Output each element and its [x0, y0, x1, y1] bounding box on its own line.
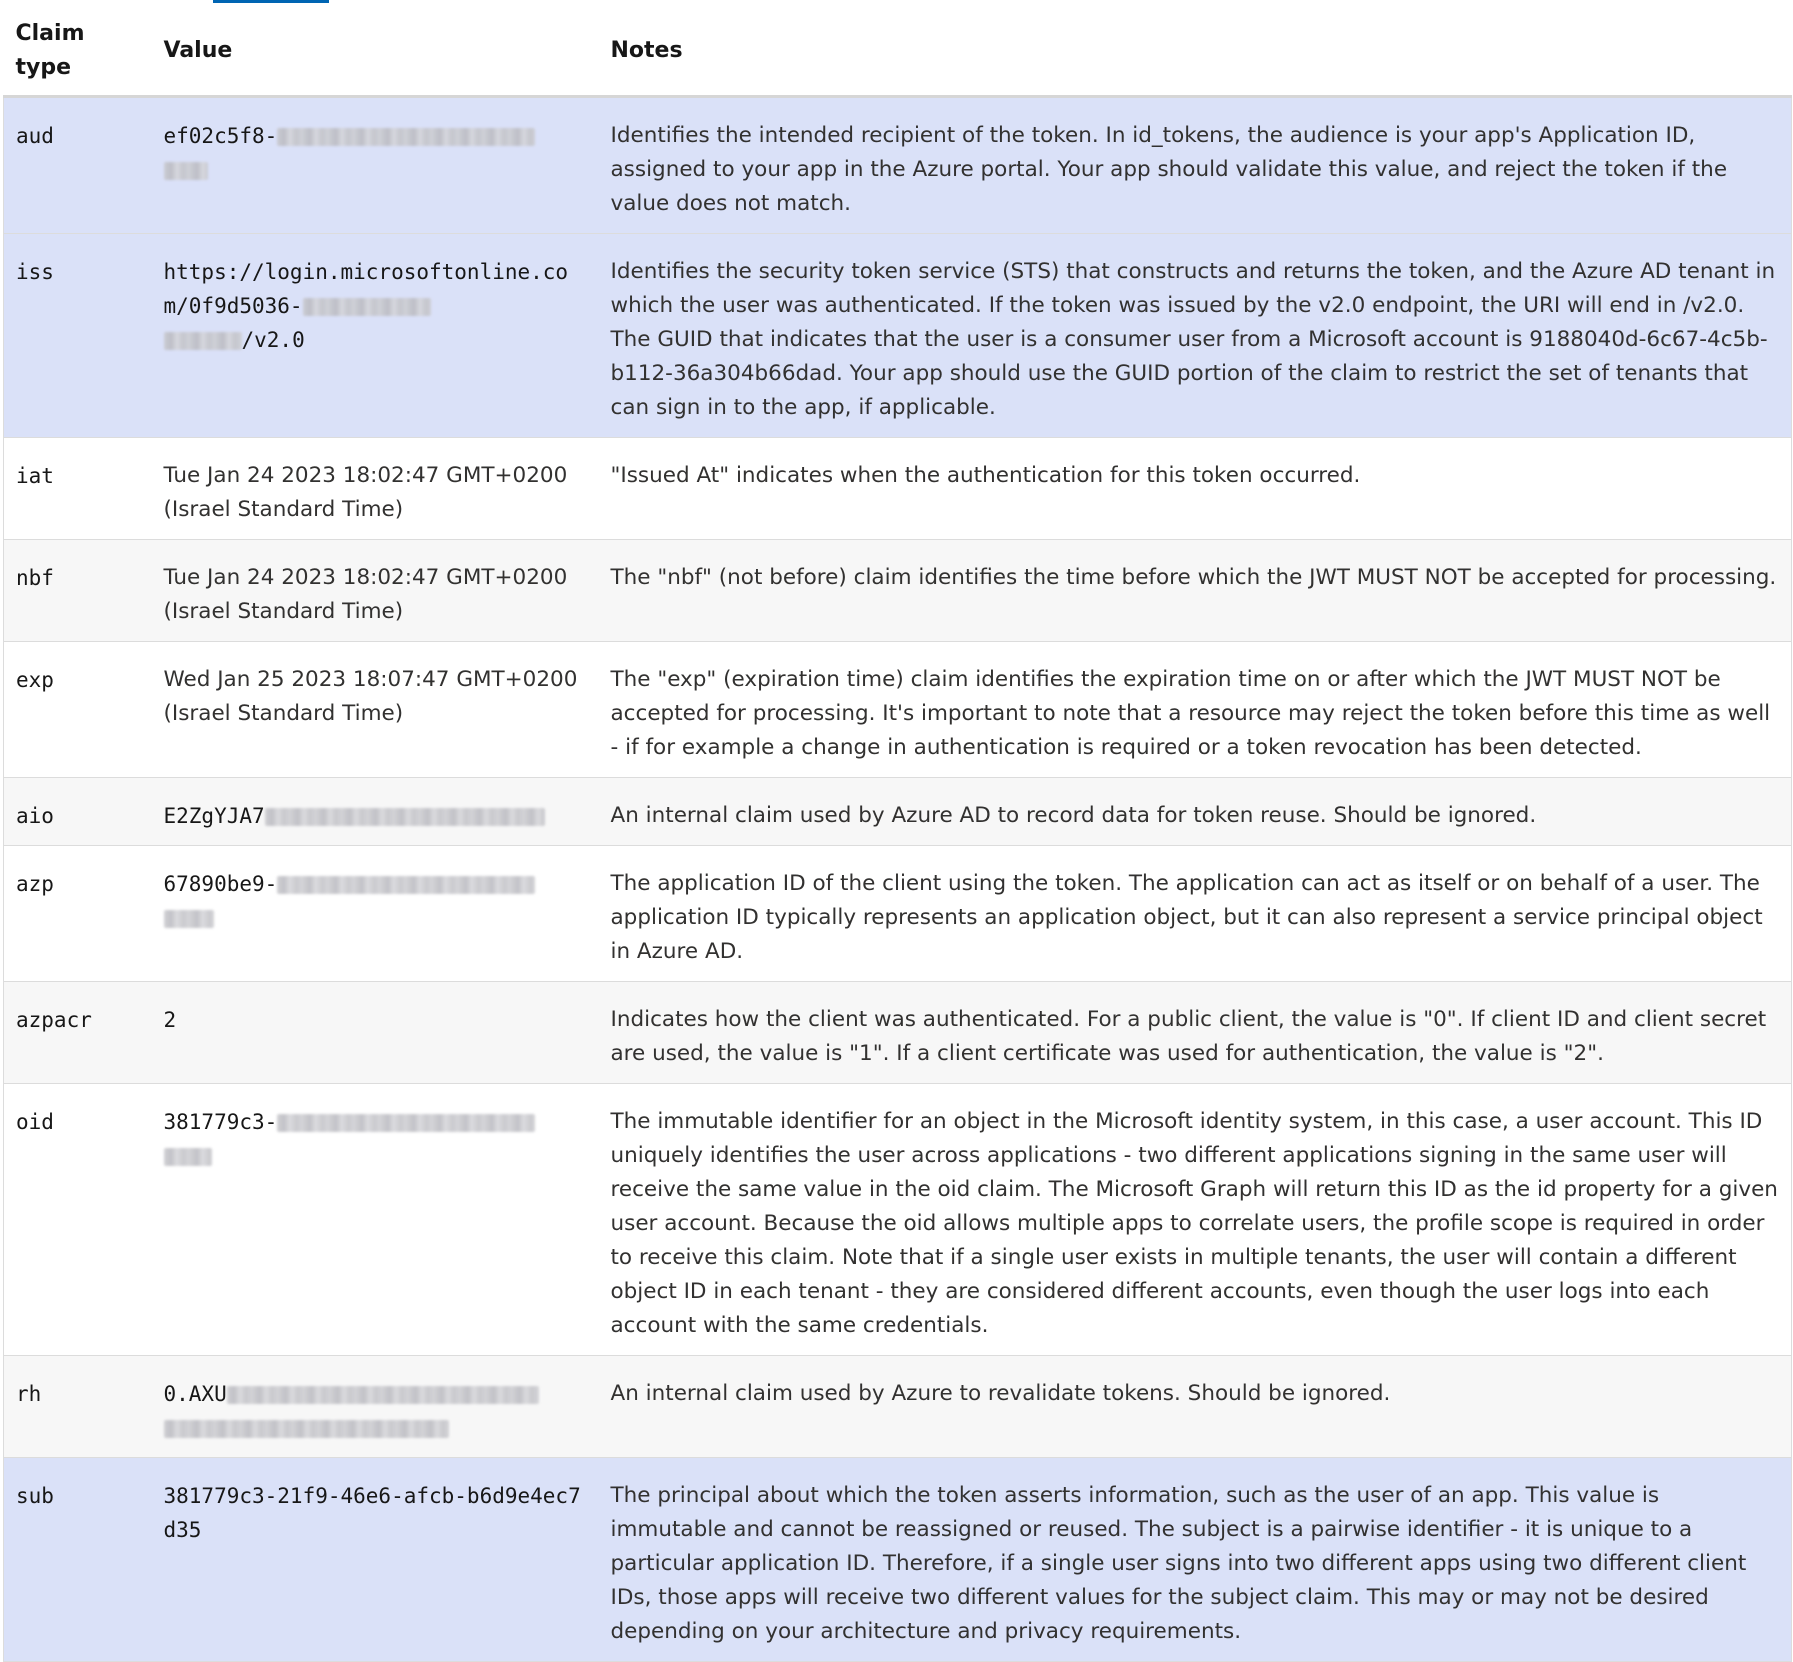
claim-type-cell: aud	[4, 97, 152, 234]
value-cell	[152, 234, 599, 438]
value-cell: Wed Jan 25 2023 18:07:47 GMT+0200 (Israel Standard Time)	[152, 642, 599, 778]
claims-table	[3, 3, 1792, 1662]
claim-type-cell: oid	[4, 1084, 152, 1356]
table-row-exp	[4, 642, 1792, 778]
notes-cell: The "nbf" (not before) claim identifies the time before which the JWT MUST NOT be accepted for processing.	[599, 540, 1792, 642]
table-row-aud	[4, 97, 1792, 234]
redacted-value	[227, 1386, 539, 1404]
value-text: ef02c5f8-	[163, 124, 278, 148]
redacted-value	[277, 876, 535, 894]
redacted-value	[303, 298, 431, 316]
redacted-value	[277, 128, 535, 146]
redacted-value	[265, 808, 545, 826]
redacted-value	[164, 910, 214, 928]
value-text: 67890be9-	[163, 872, 278, 896]
redacted-value	[277, 1114, 535, 1132]
table-row-iss	[4, 234, 1792, 438]
table-row-aio	[4, 778, 1792, 846]
header-notes: Notes	[599, 3, 1792, 97]
notes-cell: Identifies the intended recipient of the token. In id_tokens, the audience is your app's Application ID, assigned to your app in the Azure portal. Your app should validate this value, and reject the token if the value does not match.	[599, 97, 1792, 234]
notes-cell: The principal about which the token asserts information, such as the user of an app. This value is immutable and cannot be reassigned or reused. The subject is a pairwise identifier - it is unique to a particular application ID. Therefore, if a single user signs into two different apps using two different client IDs, those apps will receive two different values for the subject claim. This may or may not be desired depending on your architecture and privacy requirements.	[599, 1458, 1792, 1662]
redacted-value	[164, 1148, 212, 1166]
table-row-nbf	[4, 540, 1792, 642]
claim-type-cell: azpacr	[4, 982, 152, 1084]
value-cell: 2	[152, 982, 599, 1084]
redacted-value	[164, 162, 208, 180]
notes-cell: Identifies the security token service (STS) that constructs and returns the token, and the Azure AD tenant in which the user was authenticated. If the token was issued by the v2.0 endpoint, the URI will end in /v2.0. The GUID that indicates that the user is a consumer user from a Microsoft account is 9188040d-6c67-4c5b-b112-36a304b66dad. Your app should use the GUID portion of the claim to restrict the set of tenants that can sign in to the app, if applicable.	[599, 234, 1792, 438]
claim-type-cell: aio	[4, 778, 152, 846]
table-row-azpacr	[4, 982, 1792, 1084]
header-row	[4, 3, 1792, 97]
notes-cell: An internal claim used by Azure AD to record data for token reuse. Should be ignored.	[599, 778, 1792, 846]
value-text: 381779c3-	[163, 1110, 278, 1134]
claim-type-cell: exp	[4, 642, 152, 778]
value-cell	[152, 778, 599, 846]
redacted-value	[164, 332, 242, 350]
value-text: https://login.microsoftonline.com/0f9d5036-	[163, 260, 569, 318]
value-suffix: /v2.0	[241, 328, 305, 352]
notes-cell: An internal claim used by Azure to revalidate tokens. Should be ignored.	[599, 1356, 1792, 1458]
table-row-iat	[4, 438, 1792, 540]
claims-table-body	[4, 97, 1792, 1662]
claim-type-cell: iss	[4, 234, 152, 438]
table-row-sub	[4, 1458, 1792, 1662]
notes-cell: The "exp" (expiration time) claim identifies the expiration time on or after which the JWT MUST NOT be accepted for processing. It's important to note that a resource may reject the token before this time as well - if for example a change in authentication is required or a token revocation has been detected.	[599, 642, 1792, 778]
value-cell	[152, 1356, 599, 1458]
value-text: E2ZgYJA7	[163, 804, 265, 828]
notes-cell: Indicates how the client was authenticated. For a public client, the value is "0". If client ID and client secret are used, the value is "1". If a client certificate was used for authentication, the value is "2".	[599, 982, 1792, 1084]
notes-cell: The application ID of the client using the token. The application can act as itself or on behalf of a user. The application ID typically represents an application object, but it can also represent a service principal object in Azure AD.	[599, 846, 1792, 982]
notes-cell: "Issued At" indicates when the authentication for this token occurred.	[599, 438, 1792, 540]
header-claim-type: Claim type	[4, 3, 152, 97]
redacted-value	[164, 1420, 449, 1438]
table-row-azp	[4, 846, 1792, 982]
claims-table-container	[3, 3, 1791, 1662]
value-cell: Tue Jan 24 2023 18:02:47 GMT+0200 (Israel Standard Time)	[152, 438, 599, 540]
table-row-rh	[4, 1356, 1792, 1458]
claim-type-cell: rh	[4, 1356, 152, 1458]
table-row-oid	[4, 1084, 1792, 1356]
claim-type-cell: iat	[4, 438, 152, 540]
claims-table-header	[4, 3, 1792, 97]
notes-cell: The immutable identifier for an object in the Microsoft identity system, in this case, a user account. This ID uniquely identifies the user across applications - two different applications signing in the same user will receive the same value in the oid claim. The Microsoft Graph will return this ID as the id property for a given user account. Because the oid allows multiple apps to correlate users, the profile scope is required in order to receive this claim. Note that if a single user exists in multiple tenants, the user will contain a different object ID in each tenant - they are considered different accounts, even though the user logs into each account with the same credentials.	[599, 1084, 1792, 1356]
value-cell: 381779c3-21f9-46e6-afcb-b6d9e4ec7d35	[152, 1458, 599, 1662]
claim-type-cell: sub	[4, 1458, 152, 1662]
value-cell	[152, 846, 599, 982]
header-value: Value	[152, 3, 599, 97]
value-cell	[152, 1084, 599, 1356]
value-cell	[152, 97, 599, 234]
value-text: 0.AXU	[163, 1382, 227, 1406]
claim-type-cell: azp	[4, 846, 152, 982]
claim-type-cell: nbf	[4, 540, 152, 642]
value-cell: Tue Jan 24 2023 18:02:47 GMT+0200 (Israel Standard Time)	[152, 540, 599, 642]
